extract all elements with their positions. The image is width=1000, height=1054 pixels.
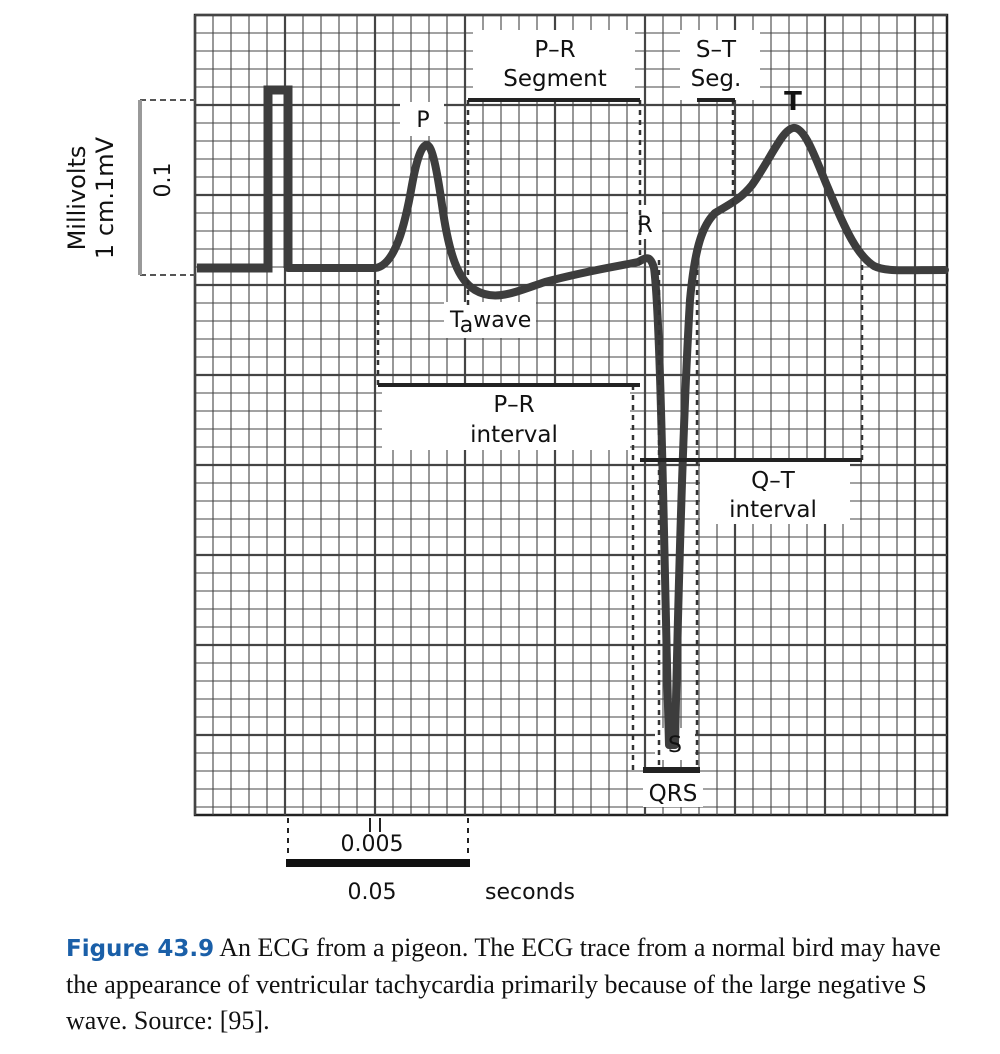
- caption-text: An ECG from a pigeon. The ECG trace from a normal bird may have the appearance of ventricular tachycardia primarily because of the large negative S wave. Source: [95].: [66, 933, 941, 1035]
- time-scale-large-label: 0.05: [347, 880, 397, 905]
- time-scale: [286, 818, 575, 905]
- qt-interval-label-line2: interval: [729, 497, 817, 523]
- t-wave-label: T: [784, 87, 802, 117]
- ta-wave-label-suffix: wave: [473, 308, 532, 333]
- ta-wave-label-sub: a: [459, 313, 474, 338]
- y-axis-scale: 1 cm.1mV: [91, 136, 119, 260]
- qt-interval-label-line1: Q–T: [751, 468, 795, 494]
- pr-interval-label-line2: interval: [470, 422, 558, 448]
- time-scale-small-label: 0.005: [340, 832, 404, 857]
- s-wave-label: S: [668, 733, 682, 758]
- figure-number: Figure 43.9: [66, 936, 215, 962]
- st-segment-label-line1: S–T: [695, 37, 737, 63]
- qrs-label: QRS: [648, 781, 698, 807]
- figure-caption: [66, 930, 946, 1039]
- p-wave-label: P: [416, 108, 430, 133]
- pr-interval-label-line1: P–R: [493, 392, 535, 418]
- time-scale-unit-label: seconds: [485, 880, 575, 905]
- r-wave-label: R: [637, 213, 653, 238]
- ta-wave-label-main: T: [450, 308, 460, 333]
- calibration-value-label: 0.1: [151, 162, 176, 198]
- pr-segment-label-line1: P–R: [534, 37, 576, 63]
- y-axis-title: Millivolts: [63, 145, 91, 251]
- pr-segment-label-line2: Segment: [503, 66, 607, 92]
- st-segment-label-line2: Seg.: [690, 66, 742, 92]
